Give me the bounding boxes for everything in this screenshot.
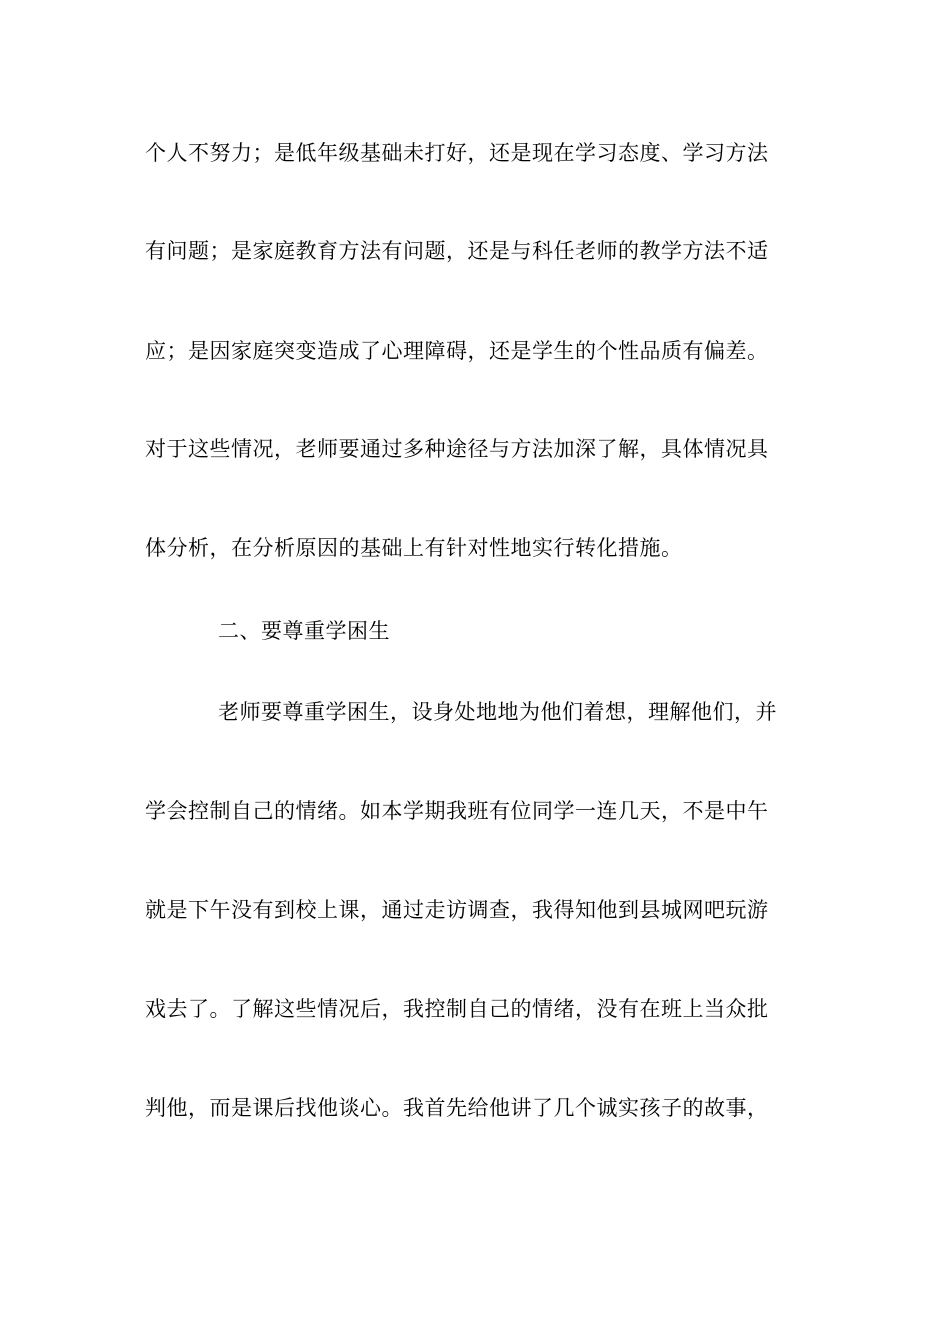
paragraph-line: 就是下午没有到校上课，通过走访调查，我得知他到县城网吧玩游 <box>145 898 769 922</box>
paragraph-line: 体分析，在分析原因的基础上有针对性地实行转化措施。 <box>145 536 683 560</box>
paragraph-line: 有问题；是家庭教育方法有问题，还是与科任老师的教学方法不适 <box>145 239 769 263</box>
paragraph-line: 个人不努力；是低年级基础未打好，还是现在学习态度、学习方法 <box>145 141 769 165</box>
paragraph-line: 戏去了。了解这些情况后，我控制自己的情绪，没有在班上当众批 <box>145 997 769 1021</box>
paragraph-line: 学会控制自己的情绪。如本学期我班有位同学一连几天，不是中午 <box>145 799 769 823</box>
paragraph-line: 应；是因家庭突变造成了心理障碍，还是学生的个性品质有偏差。 <box>145 339 769 363</box>
section-heading: 二、要尊重学困生 <box>218 619 390 643</box>
paragraph-line: 老师要尊重学困生，设身处地地为他们着想，理解他们，并 <box>218 700 777 724</box>
paragraph-line: 判他，而是课后找他谈心。我首先给他讲了几个诚实孩子的故事， <box>145 1096 769 1120</box>
paragraph-line: 对于这些情况，老师要通过多种途径与方法加深了解，具体情况具 <box>145 437 769 461</box>
